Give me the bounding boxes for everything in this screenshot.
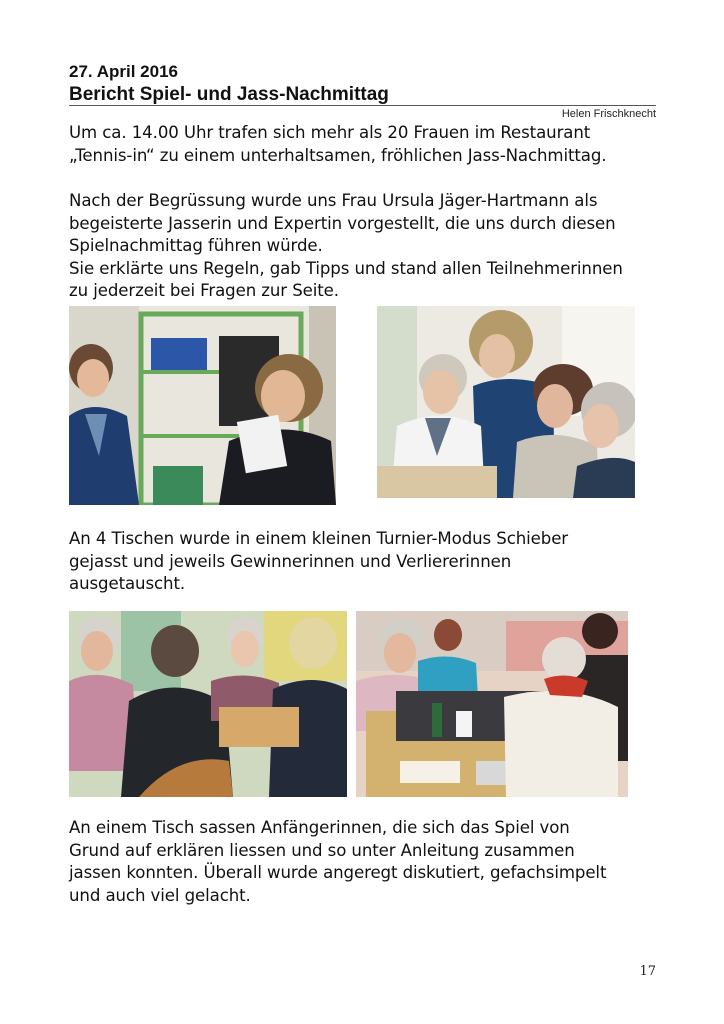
intro-paragraph	[69, 122, 669, 167]
text-line: und auch viel gelacht.	[69, 885, 251, 905]
report-title: Bericht Spiel- und Jass-Nachmittag	[69, 84, 389, 105]
text-line: jassen konnten. Überall wurde angeregt diskutiert, gefachsimpelt	[69, 863, 607, 882]
text-line: Sie erklärte uns Regeln, gab Tipps und stand allen Teilnehmerinnen	[69, 258, 623, 278]
photo-presenter	[69, 306, 336, 505]
fourth-paragraph	[69, 817, 669, 907]
text-line: An 4 Tischen wurde in einem kleinen Turnier-Modus Schieber	[69, 529, 569, 548]
text-line: begeisterte Jasserin und Expertin vorgestellt, die uns durch diesen	[69, 213, 616, 233]
title-underline	[69, 105, 656, 106]
text-line: An einem Tisch sassen Anfängerinnen, die sich das Spiel von	[69, 818, 570, 837]
photo-table-group	[69, 611, 347, 797]
report-date: 27. April 2016	[69, 62, 178, 81]
text-line: Spielnachmittag führen würde.	[69, 236, 323, 255]
photo-calculator-table	[356, 611, 628, 797]
text-line: zu jederzeit bei Fragen zur Seite.	[69, 281, 339, 300]
text-line: gejasst und jeweils Gewinnerinnen und Verliererinnen	[69, 551, 512, 571]
text-line: ausgetauscht.	[69, 574, 186, 593]
text-line: Nach der Begrüssung wurde uns Frau Ursula Jäger-Hartmann als	[69, 191, 598, 210]
third-paragraph	[69, 528, 669, 596]
text-line: Um ca. 14.00 Uhr trafen sich mehr als 20 Frauen im Restaurant	[69, 123, 591, 142]
text-line: Grund auf erklären liessen und so unter Anleitung zusammen	[69, 840, 575, 860]
page-number: 17	[639, 964, 656, 979]
photo-card-discussion	[377, 306, 635, 498]
text-line: „Tennis-in“ zu einem unterhaltsamen, fröhlichen Jass-Nachmittag.	[69, 145, 607, 165]
author-name: Helen Frischknecht	[561, 108, 656, 120]
second-paragraph	[69, 190, 669, 303]
